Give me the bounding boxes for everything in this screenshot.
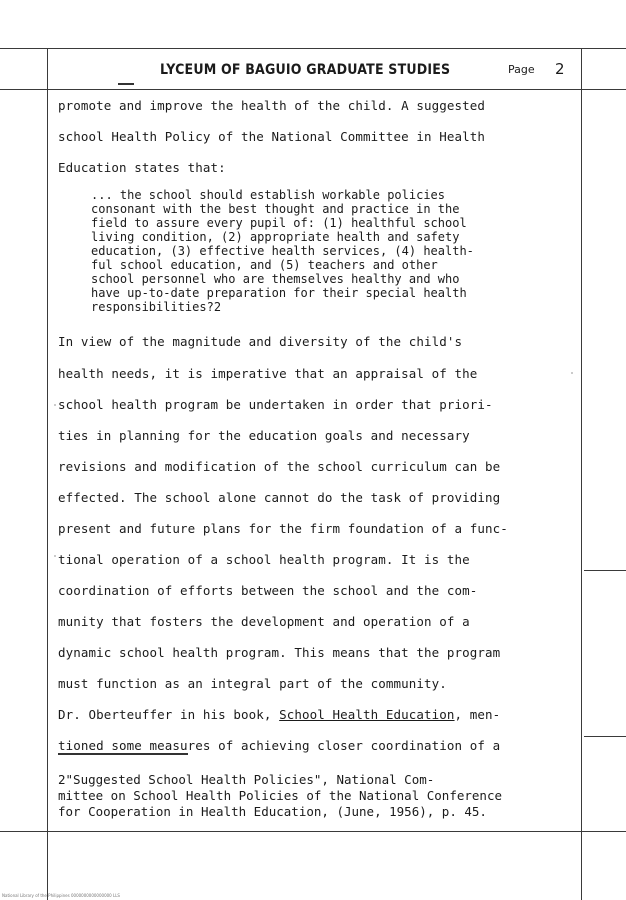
body-line: present and future plans for the firm foundation of a func- bbox=[58, 521, 508, 536]
quote-line: consonant with the best thought and practice in the bbox=[91, 202, 460, 216]
scan-speck bbox=[54, 555, 56, 557]
frame-right-tick-2 bbox=[584, 736, 626, 737]
quote-line: field to assure every pupil of: (1) healthful school bbox=[91, 216, 467, 230]
body-line: school Health Policy of the National Committee in Health bbox=[58, 129, 486, 144]
quote-line: education, (3) effective health services, (4) health- bbox=[91, 244, 474, 258]
body-line: ties in planning for the education goals and necessary bbox=[58, 428, 470, 443]
footnote-line: 2"Suggested School Health Policies", National Com- bbox=[58, 772, 435, 787]
body-line: revisions and modification of the school curriculum can be bbox=[58, 459, 501, 474]
page-label: Page bbox=[508, 63, 535, 76]
book-title: School Health Education bbox=[279, 707, 455, 722]
page-number: 2 bbox=[555, 60, 565, 78]
frame-top-rule bbox=[0, 48, 626, 49]
body-line: dynamic school health program. This means that the program bbox=[58, 645, 501, 660]
body-line: Education states that: bbox=[58, 160, 226, 175]
quote-line: school personnel who are themselves healthy and who bbox=[91, 272, 460, 286]
frame-bottom-rule bbox=[0, 831, 626, 832]
body-line: promote and improve the health of the child. A suggested bbox=[58, 98, 486, 113]
header-mark bbox=[118, 83, 134, 85]
quote-line: ... the school should establish workable policies bbox=[91, 188, 446, 202]
scan-speck bbox=[54, 404, 56, 406]
body-line: must function as an integral part of the community. bbox=[58, 676, 447, 691]
footnote-rule bbox=[58, 753, 188, 755]
body-line: tioned some measures of achieving closer coordination of a bbox=[58, 738, 501, 753]
quote-line: have up-to-date preparation for their special health bbox=[91, 286, 467, 300]
quote-line: ful school education, and (5) teachers and other bbox=[91, 258, 438, 272]
body-line: munity that fosters the development and operation of a bbox=[58, 614, 470, 629]
quote-line: responsibilities?2 bbox=[91, 300, 222, 314]
frame-left-margin bbox=[47, 48, 48, 900]
footnote-line: mittee on School Health Policies of the National Conference bbox=[58, 788, 503, 803]
scan-footer-id: National Library of the Philippines 0000000000000000 LLS bbox=[2, 893, 120, 898]
body-line: coordination of efforts between the school and the com- bbox=[58, 583, 478, 598]
book-reference-prefix: Dr. Oberteuffer in his book, bbox=[58, 707, 280, 722]
body-line: tional operation of a school health program. It is the bbox=[58, 552, 470, 567]
body-line: health needs, it is imperative that an appraisal of the bbox=[58, 366, 478, 381]
scan-speck bbox=[571, 372, 573, 374]
body-line: In view of the magnitude and diversity of the child's bbox=[58, 334, 463, 349]
frame-right-tick bbox=[584, 570, 626, 571]
body-line: effected. The school alone cannot do the task of providing bbox=[58, 490, 501, 505]
frame-header-rule bbox=[0, 89, 626, 90]
footnote-line: for Cooperation in Health Education, (June, 1956), p. 45. bbox=[58, 804, 487, 819]
body-line: school health program be undertaken in order that priori- bbox=[58, 397, 493, 412]
book-reference-suffix: , men- bbox=[454, 707, 501, 722]
quote-line: living condition, (2) appropriate health and safety bbox=[91, 230, 460, 244]
page-title: LYCEUM OF BAGUIO GRADUATE STUDIES bbox=[160, 62, 451, 78]
frame-right-margin bbox=[581, 48, 582, 900]
body-line-book-reference bbox=[58, 707, 500, 723]
